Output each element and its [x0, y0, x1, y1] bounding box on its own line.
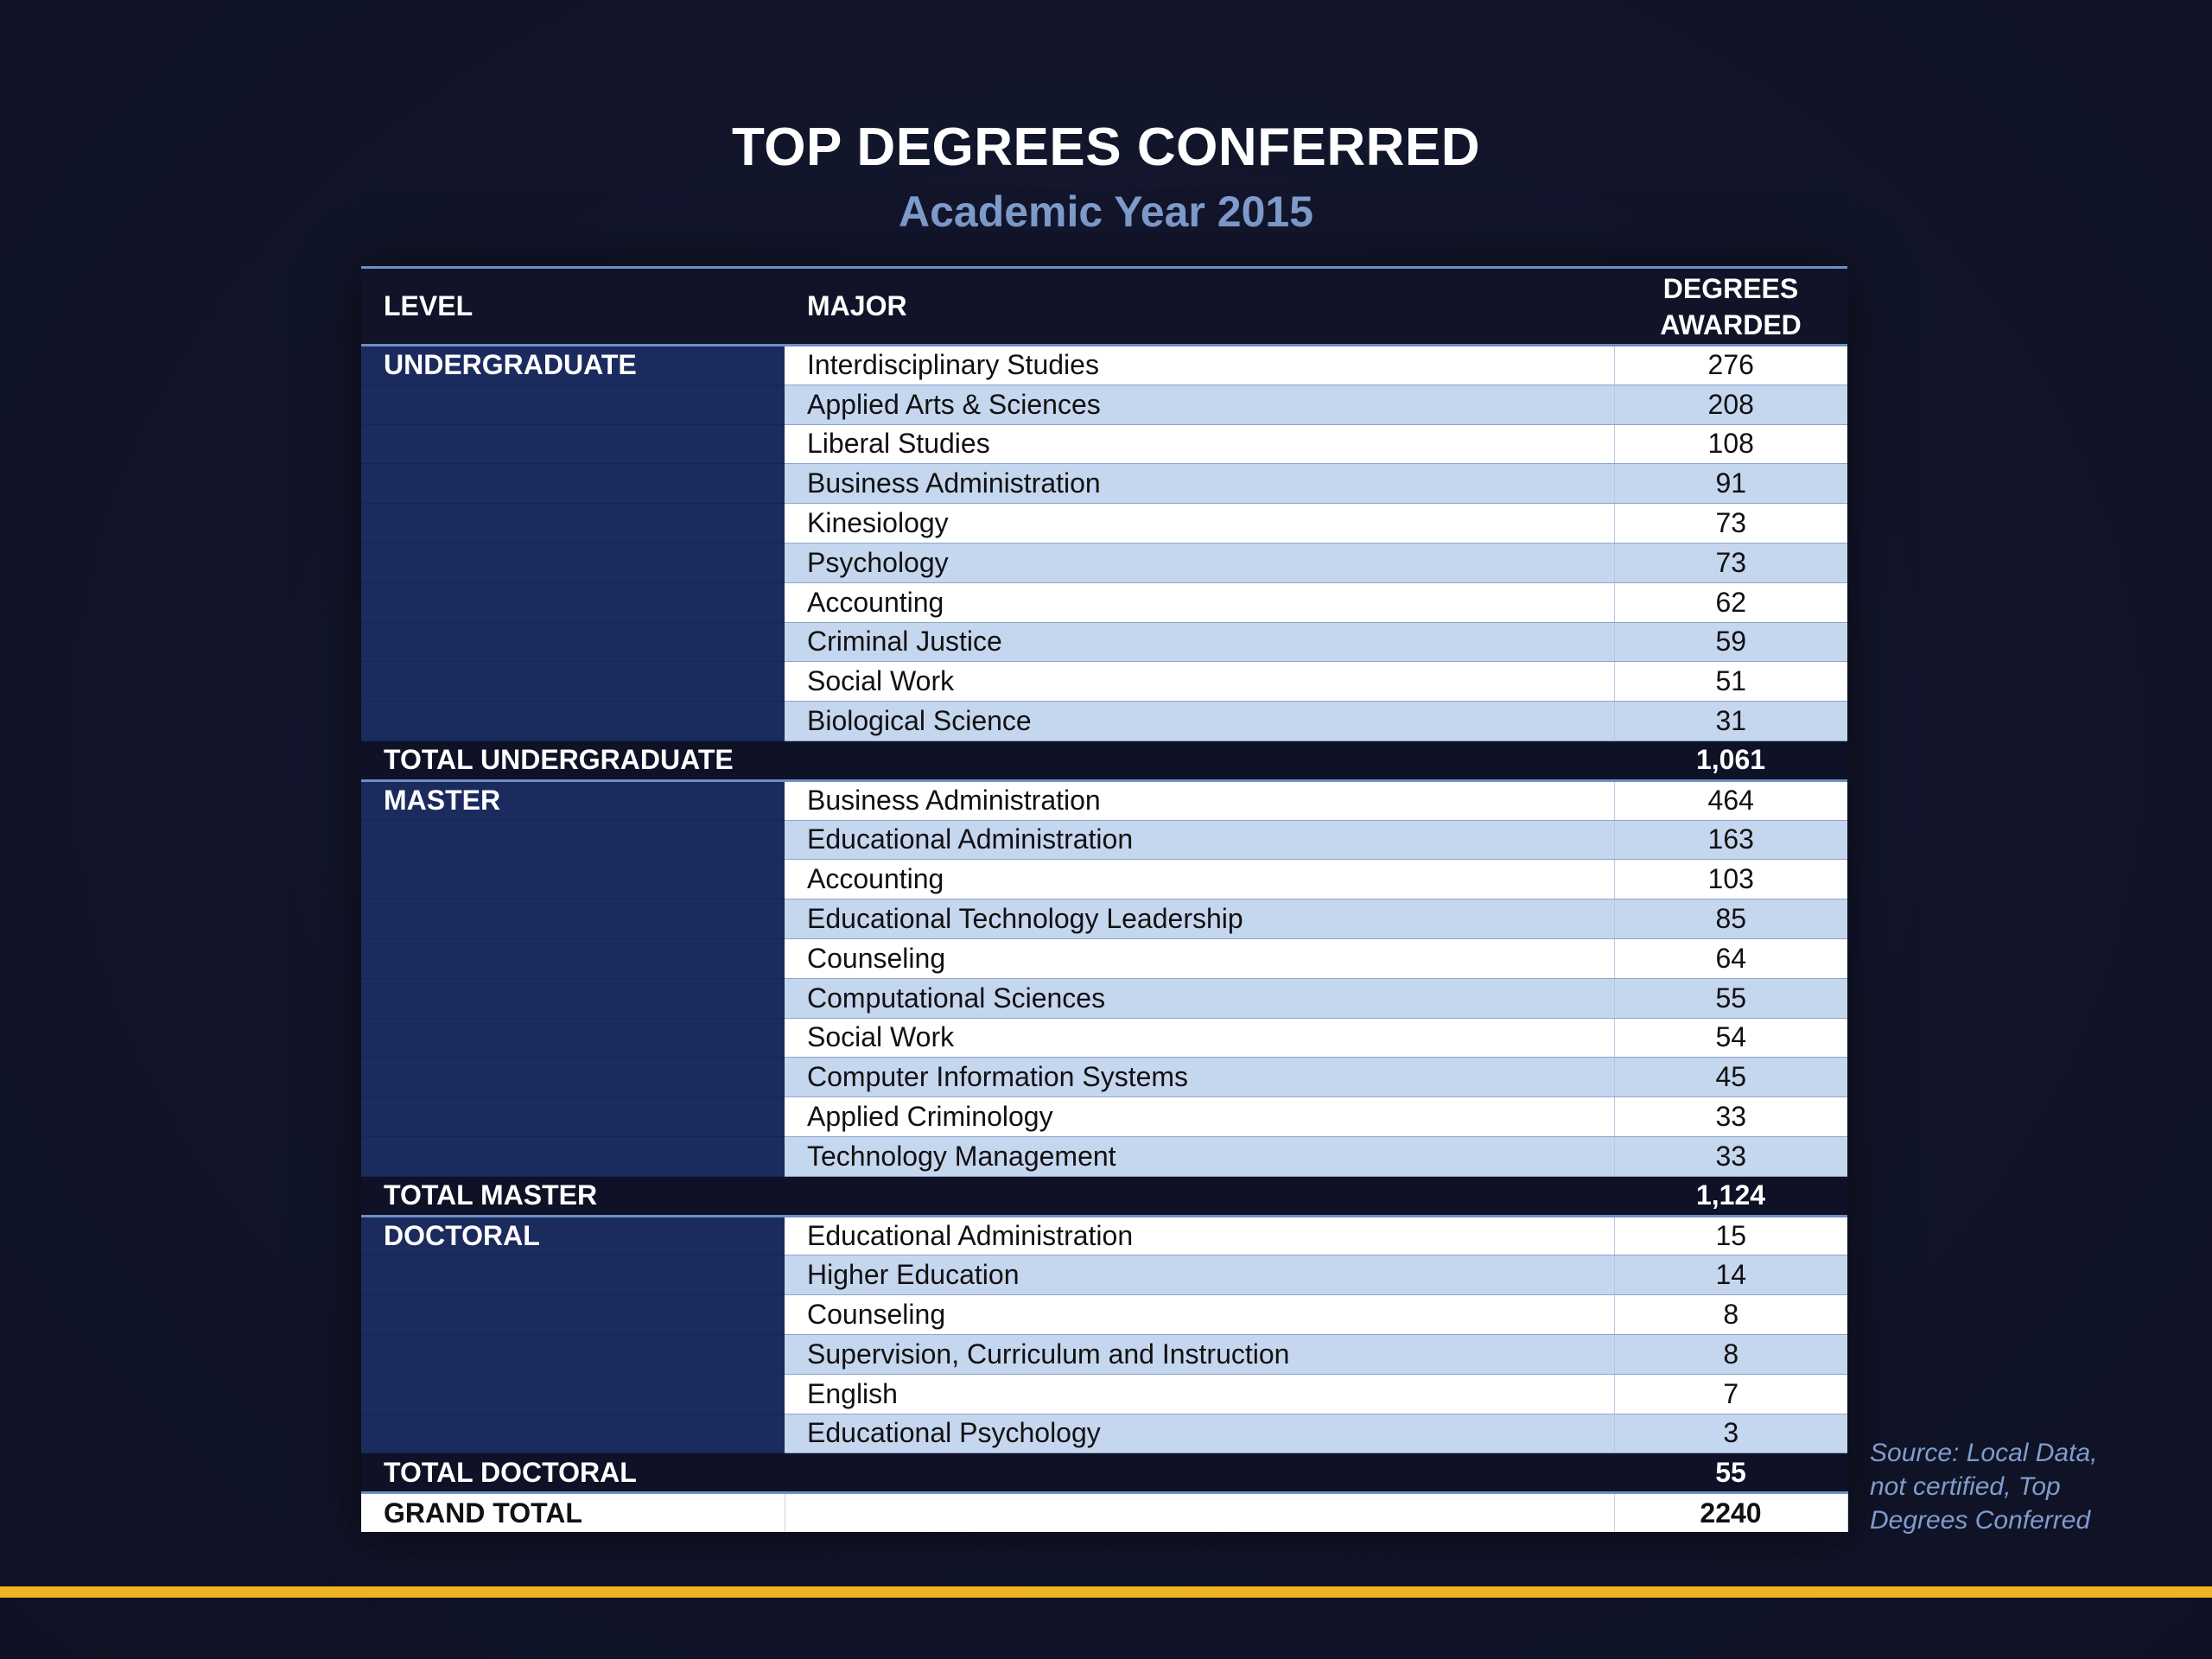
level-cell: [361, 622, 785, 662]
level-cell: [361, 1255, 785, 1295]
major-cell: Criminal Justice: [785, 622, 1614, 662]
level-cell: [361, 464, 785, 504]
degrees-count-cell: 8: [1614, 1295, 1847, 1335]
table-row: [361, 1136, 1847, 1176]
table-row: [361, 622, 1847, 662]
table-row: [361, 1414, 1847, 1453]
level-cell: [361, 543, 785, 582]
degrees-count-cell: 7: [1614, 1374, 1847, 1414]
section-total-value: 1,061: [1614, 741, 1847, 780]
table-row: [361, 938, 1847, 978]
table-body: [361, 346, 1847, 1533]
table-row: [361, 1216, 1847, 1255]
grand-total-spacer: [785, 1493, 1614, 1533]
major-cell: Higher Education: [785, 1255, 1614, 1295]
table-row: [361, 543, 1847, 582]
level-cell: [361, 702, 785, 741]
degrees-count-cell: 33: [1614, 1136, 1847, 1176]
table-row: [361, 1097, 1847, 1137]
level-cell: [361, 1414, 785, 1453]
level-cell: [361, 1018, 785, 1058]
header-count-line2: AWARDED: [1660, 308, 1802, 340]
level-cell: [361, 978, 785, 1018]
degrees-count-cell: 15: [1614, 1216, 1847, 1255]
major-cell: Accounting: [785, 582, 1614, 622]
major-cell: Educational Technology Leadership: [785, 899, 1614, 939]
page-title: TOP DEGREES CONFERRED: [731, 118, 1481, 177]
grand-total-label: GRAND TOTAL: [361, 1493, 785, 1533]
table-header-row: [361, 268, 1847, 346]
major-cell: English: [785, 1374, 1614, 1414]
level-cell: [361, 1058, 785, 1097]
degrees-count-cell: 73: [1614, 543, 1847, 582]
degrees-count-cell: 85: [1614, 899, 1847, 939]
major-cell: Educational Psychology: [785, 1414, 1614, 1453]
table-row: [361, 1058, 1847, 1097]
table-row: [361, 504, 1847, 543]
table-row: [361, 1334, 1847, 1374]
header-major: MAJOR: [785, 268, 1614, 346]
major-cell: Biological Science: [785, 702, 1614, 741]
header-count-line1: DEGREES: [1662, 272, 1799, 304]
major-cell: Educational Administration: [785, 820, 1614, 860]
table-row: [361, 820, 1847, 860]
major-cell: Business Administration: [785, 464, 1614, 504]
table-row: [361, 860, 1847, 899]
table-row: [361, 702, 1847, 741]
major-cell: Supervision, Curriculum and Instruction: [785, 1334, 1614, 1374]
grand-total-value: 2240: [1614, 1493, 1847, 1533]
degrees-count-cell: 54: [1614, 1018, 1847, 1058]
table-row: [361, 385, 1847, 424]
level-cell: [361, 385, 785, 424]
section-total-label: TOTAL DOCTORAL: [361, 1453, 1614, 1493]
table-row: [361, 1255, 1847, 1295]
level-cell: [361, 1136, 785, 1176]
source-note: Source: Local Data, not certified, Top Degrees Conferred: [1870, 1439, 2098, 1535]
section-total-value: 55: [1614, 1453, 1847, 1493]
major-cell: Educational Administration: [785, 1216, 1614, 1255]
level-cell: [361, 424, 785, 464]
major-cell: Technology Management: [785, 1136, 1614, 1176]
table-row: [361, 424, 1847, 464]
degrees-count-cell: 8: [1614, 1334, 1847, 1374]
level-cell: [361, 938, 785, 978]
level-cell: [361, 1295, 785, 1335]
level-cell: [361, 662, 785, 702]
table-row: [361, 978, 1847, 1018]
level-cell: [361, 1334, 785, 1374]
degrees-table: [361, 266, 1848, 1532]
level-cell: [361, 504, 785, 543]
level-cell: [361, 1374, 785, 1414]
degrees-count-cell: 31: [1614, 702, 1847, 741]
table-row: [361, 1295, 1847, 1335]
major-cell: Social Work: [785, 662, 1614, 702]
section-total-row: [361, 741, 1847, 780]
degrees-count-cell: 276: [1614, 346, 1847, 385]
table-row: [361, 899, 1847, 939]
degrees-count-cell: 163: [1614, 820, 1847, 860]
major-cell: Social Work: [785, 1018, 1614, 1058]
header-level: LEVEL: [361, 268, 785, 346]
level-cell: [361, 582, 785, 622]
bottom-accent-bar: [0, 1586, 2212, 1598]
level-cell: [361, 860, 785, 899]
degrees-count-cell: 108: [1614, 424, 1847, 464]
degrees-count-cell: 33: [1614, 1097, 1847, 1137]
major-cell: Kinesiology: [785, 504, 1614, 543]
major-cell: Liberal Studies: [785, 424, 1614, 464]
major-cell: Business Administration: [785, 780, 1614, 820]
level-label: MASTER: [361, 780, 785, 820]
degrees-count-cell: 45: [1614, 1058, 1847, 1097]
section-total-value: 1,124: [1614, 1176, 1847, 1216]
degrees-count-cell: 73: [1614, 504, 1847, 543]
major-cell: Computational Sciences: [785, 978, 1614, 1018]
grand-total-row: [361, 1493, 1847, 1533]
major-cell: Accounting: [785, 860, 1614, 899]
major-cell: Computer Information Systems: [785, 1058, 1614, 1097]
degrees-count-cell: 103: [1614, 860, 1847, 899]
major-cell: Applied Criminology: [785, 1097, 1614, 1137]
header-degrees-awarded: [1614, 268, 1847, 346]
table-row: [361, 1374, 1847, 1414]
section-total-row: [361, 1176, 1847, 1216]
table-row: [361, 662, 1847, 702]
table-row: [361, 346, 1847, 385]
major-cell: Interdisciplinary Studies: [785, 346, 1614, 385]
degrees-count-cell: 51: [1614, 662, 1847, 702]
level-label: UNDERGRADUATE: [361, 346, 785, 385]
section-total-label: TOTAL MASTER: [361, 1176, 1614, 1216]
major-cell: Counseling: [785, 1295, 1614, 1335]
major-cell: Applied Arts & Sciences: [785, 385, 1614, 424]
table-row: [361, 464, 1847, 504]
degrees-count-cell: 208: [1614, 385, 1847, 424]
level-label: DOCTORAL: [361, 1216, 785, 1255]
section-total-row: [361, 1453, 1847, 1493]
page-subtitle: Academic Year 2015: [898, 188, 1313, 236]
degrees-count-cell: 464: [1614, 780, 1847, 820]
level-cell: [361, 1097, 785, 1137]
degrees-count-cell: 62: [1614, 582, 1847, 622]
degrees-count-cell: 91: [1614, 464, 1847, 504]
table-row: [361, 582, 1847, 622]
level-cell: [361, 899, 785, 939]
degrees-count-cell: 14: [1614, 1255, 1847, 1295]
table-row: [361, 1018, 1847, 1058]
table-row: [361, 780, 1847, 820]
degrees-count-cell: 59: [1614, 622, 1847, 662]
section-total-label: TOTAL UNDERGRADUATE: [361, 741, 1614, 780]
degrees-count-cell: 55: [1614, 978, 1847, 1018]
level-cell: [361, 820, 785, 860]
degrees-table-container: [361, 266, 1847, 1532]
major-cell: Psychology: [785, 543, 1614, 582]
major-cell: Counseling: [785, 938, 1614, 978]
degrees-count-cell: 64: [1614, 938, 1847, 978]
degrees-count-cell: 3: [1614, 1414, 1847, 1453]
